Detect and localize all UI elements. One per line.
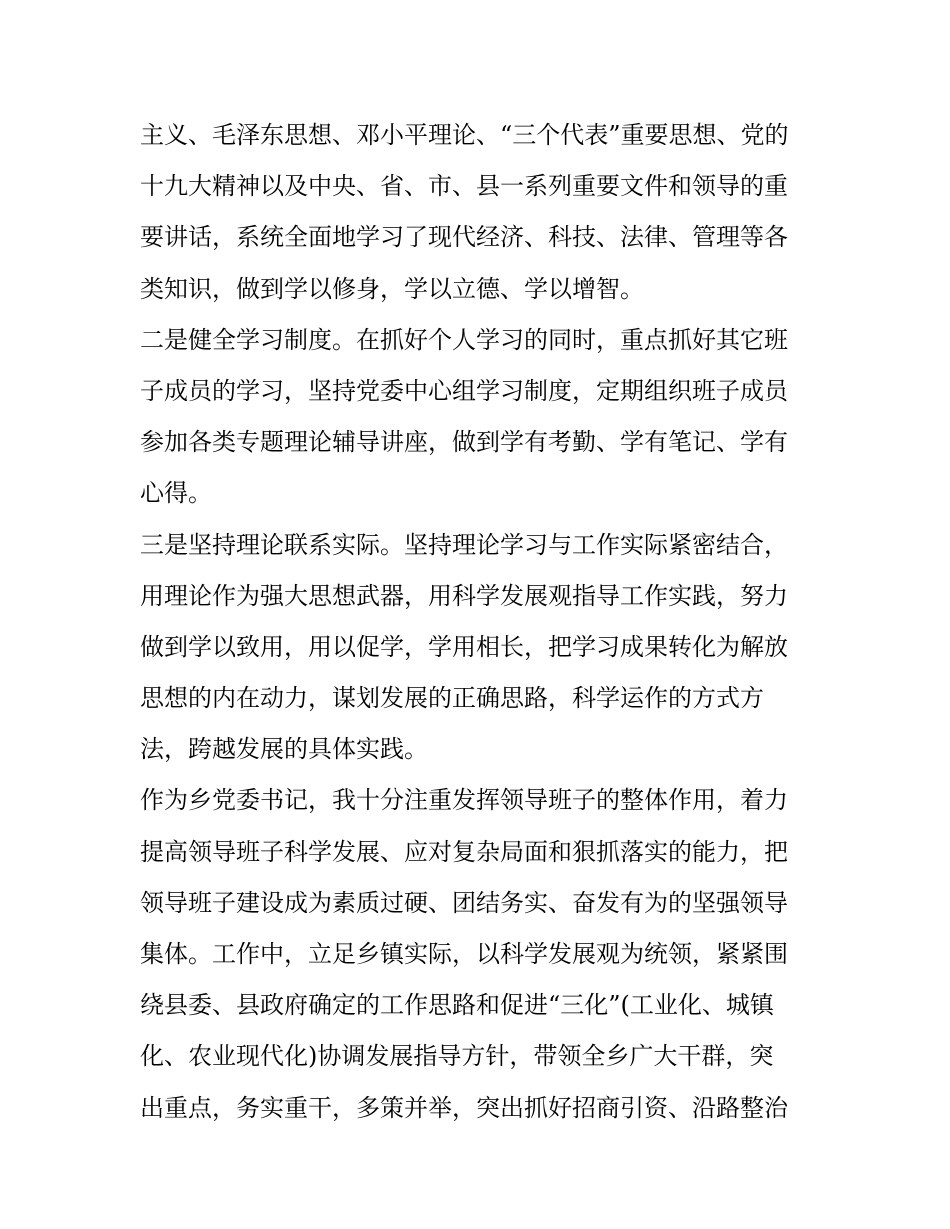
text-line: 做到学以致用，用以促学，学用相长，把学习成果转化为解放 [140, 632, 788, 661]
text-line: 要讲话，系统全面地学习了现代经济、科技、法律、管理等各 [140, 223, 788, 252]
text-line: 思想的内在动力，谋划发展的正确思路，科学运作的方式方 [140, 684, 764, 713]
text-line: 出重点，务实重干，多策并举，突出抓好招商引资、沿路整治 [140, 1093, 788, 1122]
text-line: 领导班子建设成为素质过硬、团结务实、奋发有为的坚强领导 [140, 888, 788, 917]
text-line: 法，跨越发展的具体实践。 [140, 735, 428, 764]
text-line: 类知识，做到学以修身，学以立德、学以增智。 [140, 274, 644, 303]
text-line: 子成员的学习，坚持党委中心组学习制度，定期组织班子成员 [140, 376, 788, 405]
text-line: 化、农业现代化)协调发展指导方针，带领全乡广大干群，突 [140, 1042, 774, 1071]
text-line: 心得。 [140, 479, 212, 508]
body-text [140, 110, 820, 1134]
text-line: 提高领导班子科学发展、应对复杂局面和狠抓落实的能力，把 [140, 837, 788, 866]
text-line: 绕县委、县政府确定的工作思路和促进“三化”(工业化、城镇 [140, 991, 774, 1020]
text-line: 二是健全学习制度。在抓好个人学习的同时，重点抓好其它班 [140, 325, 788, 354]
text-line: 十九大精神以及中央、省、市、县一系列重要文件和领导的重 [140, 172, 788, 201]
text-line: 参加各类专题理论辅导讲座，做到学有考勤、学有笔记、学有 [140, 428, 788, 457]
text-line: 三是坚持理论联系实际。坚持理论学习与工作实际紧密结合， [140, 530, 788, 559]
text-line: 用理论作为强大思想武器，用科学发展观指导工作实践，努力 [140, 581, 788, 610]
text-line: 集体。工作中，立足乡镇实际，以科学发展观为统领，紧紧围 [140, 940, 788, 968]
text-line: 主义、毛泽东思想、邓小平理论、“三个代表”重要思想、党的 [140, 121, 789, 149]
text-line: 作为乡党委书记，我十分注重发挥领导班子的整体作用，着力 [140, 786, 788, 815]
